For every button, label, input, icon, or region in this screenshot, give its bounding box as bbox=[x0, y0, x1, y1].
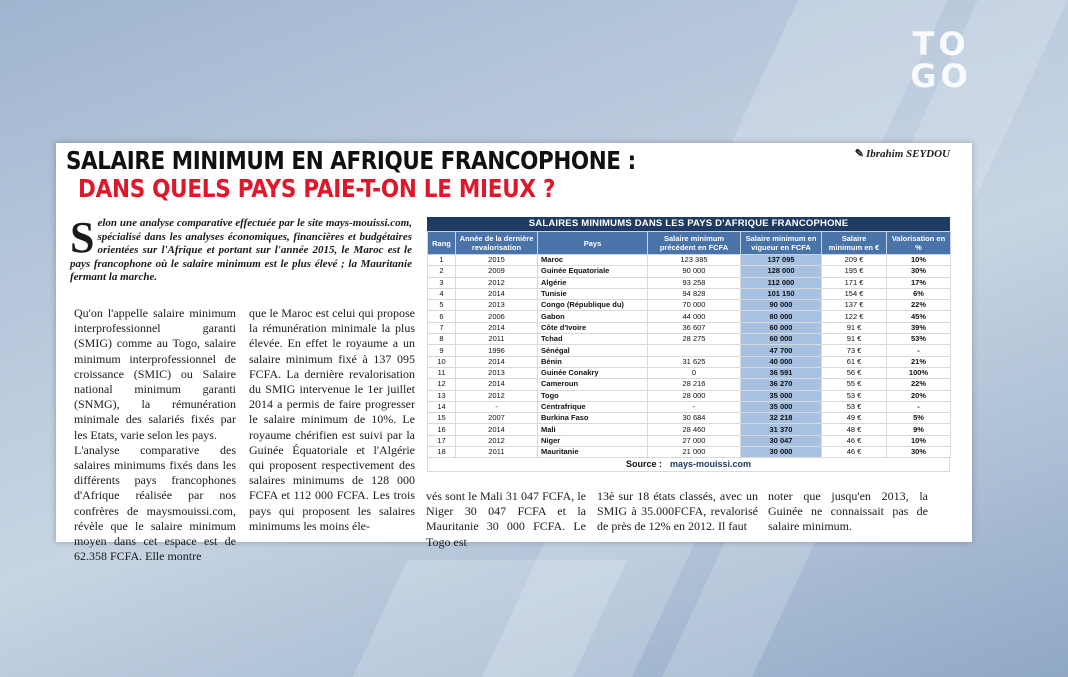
cell-rang: 8 bbox=[428, 334, 456, 345]
cell-salaire-precedent: 70 000 bbox=[648, 300, 741, 311]
cell-pays: Guinée Equatoriale bbox=[538, 266, 648, 277]
cell-annee: 2006 bbox=[456, 311, 538, 322]
cell-salaire-precedent: 94 828 bbox=[648, 288, 741, 299]
header-salaire-euro: Salaire minimum en € bbox=[822, 232, 887, 255]
cell-valorisation: 22% bbox=[887, 379, 951, 390]
cell-salaire-vigueur: 101 150 bbox=[741, 288, 822, 299]
cell-valorisation: 30% bbox=[887, 447, 951, 458]
cell-salaire-euro: 154 € bbox=[822, 288, 887, 299]
cell-salaire-precedent: 28 275 bbox=[648, 334, 741, 345]
cell-annee: 2013 bbox=[456, 300, 538, 311]
cell-rang: 15 bbox=[428, 413, 456, 424]
cell-salaire-euro: 209 € bbox=[822, 255, 887, 266]
table-row bbox=[428, 424, 951, 435]
cell-pays: Tchad bbox=[538, 334, 648, 345]
cell-annee: 2014 bbox=[456, 288, 538, 299]
cell-salaire-vigueur: 36 270 bbox=[741, 379, 822, 390]
cell-rang: 18 bbox=[428, 447, 456, 458]
cell-rang: 13 bbox=[428, 390, 456, 401]
cell-salaire-precedent bbox=[648, 345, 741, 356]
cell-rang: 1 bbox=[428, 255, 456, 266]
cell-salaire-precedent: 28 460 bbox=[648, 424, 741, 435]
table-row bbox=[428, 413, 951, 424]
cell-salaire-euro: 91 € bbox=[822, 334, 887, 345]
cell-salaire-precedent: 36 607 bbox=[648, 322, 741, 333]
cell-rang: 2 bbox=[428, 266, 456, 277]
cell-valorisation: 21% bbox=[887, 356, 951, 367]
cell-valorisation: 10% bbox=[887, 435, 951, 446]
cell-valorisation: 45% bbox=[887, 311, 951, 322]
cell-salaire-precedent: 0 bbox=[648, 367, 741, 378]
table-row bbox=[428, 435, 951, 446]
table-row bbox=[428, 390, 951, 401]
cell-rang: 10 bbox=[428, 356, 456, 367]
salary-table bbox=[427, 217, 950, 472]
cell-salaire-euro: 171 € bbox=[822, 277, 887, 288]
cell-salaire-vigueur: 31 370 bbox=[741, 424, 822, 435]
logo-line-1: TO bbox=[912, 25, 970, 63]
cell-salaire-precedent: 44 000 bbox=[648, 311, 741, 322]
cell-salaire-euro: 48 € bbox=[822, 424, 887, 435]
table-row bbox=[428, 255, 951, 266]
cell-pays: Algérie bbox=[538, 277, 648, 288]
cell-pays: Togo bbox=[538, 390, 648, 401]
cell-salaire-vigueur: 36 591 bbox=[741, 367, 822, 378]
cell-annee: 2012 bbox=[456, 435, 538, 446]
cell-valorisation: 9% bbox=[887, 424, 951, 435]
table-row bbox=[428, 311, 951, 322]
cell-valorisation: 30% bbox=[887, 266, 951, 277]
cell-annee: 2015 bbox=[456, 255, 538, 266]
cell-salaire-vigueur: 90 000 bbox=[741, 300, 822, 311]
lead-paragraph bbox=[70, 213, 412, 285]
cell-salaire-precedent: 90 000 bbox=[648, 266, 741, 277]
cell-salaire-precedent: 31 625 bbox=[648, 356, 741, 367]
cell-pays: Maroc bbox=[538, 255, 648, 266]
cell-salaire-euro: 53 € bbox=[822, 390, 887, 401]
column-1-paragraph-2: L'analyse comparative des salaires minimums fixés dans les différents pays francophones d'Afrique réalisée par nos confrères de maysmouissi.com, révèle que le salaire minimum moyen dans cet espace est de 62.358 FCFA. Elle montre bbox=[74, 442, 236, 564]
header-pays: Pays bbox=[538, 232, 648, 255]
cell-salaire-precedent: 30 684 bbox=[648, 413, 741, 424]
cell-annee: 2012 bbox=[456, 390, 538, 401]
table-body bbox=[428, 255, 951, 458]
cell-rang: 17 bbox=[428, 435, 456, 446]
cell-valorisation: 39% bbox=[887, 322, 951, 333]
article-column-1 bbox=[74, 306, 236, 564]
cell-pays: Mauritanie bbox=[538, 447, 648, 458]
cell-salaire-precedent: 28 216 bbox=[648, 379, 741, 390]
article-column-5: noter que jusqu'en 2013, la Guinée ne connaissait pas de salaire minimum. bbox=[768, 489, 928, 534]
header-salaire-vigueur: Salaire minimum en vigueur en FCFA bbox=[741, 232, 822, 255]
cell-rang: 12 bbox=[428, 379, 456, 390]
cell-rang: 6 bbox=[428, 311, 456, 322]
cell-pays: Centrafrique bbox=[538, 401, 648, 412]
cell-pays: Niger bbox=[538, 435, 648, 446]
table-row bbox=[428, 447, 951, 458]
source-site: mays-mouissi.com bbox=[669, 459, 752, 470]
cell-salaire-precedent: 123 385 bbox=[648, 255, 741, 266]
cell-salaire-euro: 53 € bbox=[822, 401, 887, 412]
cell-salaire-vigueur: 137 095 bbox=[741, 255, 822, 266]
header-valorisation: Valorisation en % bbox=[887, 232, 951, 255]
cell-salaire-precedent: 21 000 bbox=[648, 447, 741, 458]
cell-valorisation: 20% bbox=[887, 390, 951, 401]
table-row bbox=[428, 322, 951, 333]
cell-annee: 2007 bbox=[456, 413, 538, 424]
cell-annee: 2014 bbox=[456, 322, 538, 333]
table-row bbox=[428, 277, 951, 288]
author-byline bbox=[855, 147, 950, 160]
cell-salaire-vigueur: 80 000 bbox=[741, 311, 822, 322]
cell-salaire-euro: 46 € bbox=[822, 447, 887, 458]
cell-salaire-vigueur: 60 000 bbox=[741, 334, 822, 345]
cell-rang: 4 bbox=[428, 288, 456, 299]
cell-salaire-euro: 55 € bbox=[822, 379, 887, 390]
headline-secondary: DANS QUELS PAYS PAIE-T-ON LE MIEUX ? bbox=[78, 174, 556, 203]
table-row bbox=[428, 288, 951, 299]
cell-salaire-vigueur: 128 000 bbox=[741, 266, 822, 277]
table-title: SALAIRES MINIMUMS DANS LES PAYS D'AFRIQUE FRANCOPHONE bbox=[427, 217, 950, 231]
header-rang: Rang bbox=[428, 232, 456, 255]
cell-pays: Gabon bbox=[538, 311, 648, 322]
cell-salaire-precedent: 93 258 bbox=[648, 277, 741, 288]
table-row bbox=[428, 356, 951, 367]
cell-salaire-euro: 137 € bbox=[822, 300, 887, 311]
cell-annee: 2009 bbox=[456, 266, 538, 277]
table-row bbox=[428, 300, 951, 311]
cell-valorisation: 17% bbox=[887, 277, 951, 288]
cell-salaire-euro: 56 € bbox=[822, 367, 887, 378]
article-column-3: vés sont le Mali 31 047 FCFA, le Niger 30 047 FCFA et la Mauritanie 30 000 FCFA. Le Togo est bbox=[426, 489, 586, 549]
table-row bbox=[428, 367, 951, 378]
table-header-row bbox=[428, 232, 951, 255]
cell-salaire-vigueur: 40 000 bbox=[741, 356, 822, 367]
column-1-paragraph-1: Qu'on l'appelle salaire minimum interprofessionnel garanti (SMIG) comme au Togo, salaire minimum interprofessionnel de croissance (SMIC) ou Salaire national minimum garanti (SNMG), la rémunération minimale des salariés fixés par les Etats, varie selon les pays. bbox=[74, 306, 236, 442]
cell-rang: 14 bbox=[428, 401, 456, 412]
togo-logo bbox=[910, 25, 972, 95]
table-row bbox=[428, 266, 951, 277]
cell-valorisation: 6% bbox=[887, 288, 951, 299]
cell-valorisation: 10% bbox=[887, 255, 951, 266]
cell-salaire-euro: 46 € bbox=[822, 435, 887, 446]
headline-primary: SALAIRE MINIMUM EN AFRIQUE FRANCOPHONE : bbox=[66, 146, 636, 175]
cell-salaire-vigueur: 30 000 bbox=[741, 447, 822, 458]
newspaper-clipping bbox=[56, 143, 972, 564]
cell-annee: 2013 bbox=[456, 367, 538, 378]
cell-valorisation: - bbox=[887, 345, 951, 356]
lead-text: elon une analyse comparative effectuée par le site mays-mouissi.com, spécialisé dans les analyses économiques, financières et budgétaires orientées sur l'Afrique et portant sur l'année 2015, le Maroc est le pays francophone où le salaire minimum est le plus élevé ; la Mauritanie fermant la marche. bbox=[70, 217, 412, 284]
cell-salaire-vigueur: 30 047 bbox=[741, 435, 822, 446]
source-label: Source : bbox=[625, 459, 662, 470]
cell-salaire-vigueur: 60 000 bbox=[741, 322, 822, 333]
drop-cap: S bbox=[70, 213, 95, 262]
article-column-2 bbox=[249, 306, 415, 534]
cell-salaire-vigueur: 35 000 bbox=[741, 390, 822, 401]
cell-valorisation: 22% bbox=[887, 300, 951, 311]
cell-annee: 2011 bbox=[456, 334, 538, 345]
cell-rang: 3 bbox=[428, 277, 456, 288]
cell-salaire-vigueur: 35 000 bbox=[741, 401, 822, 412]
cell-rang: 9 bbox=[428, 345, 456, 356]
cell-pays: Congo (République du) bbox=[538, 300, 648, 311]
cell-annee: 2014 bbox=[456, 379, 538, 390]
cell-pays: Burkina Faso bbox=[538, 413, 648, 424]
cell-annee: 2014 bbox=[456, 424, 538, 435]
cell-salaire-euro: 49 € bbox=[822, 413, 887, 424]
cell-valorisation: 100% bbox=[887, 367, 951, 378]
cell-annee: 2014 bbox=[456, 356, 538, 367]
table-row bbox=[428, 401, 951, 412]
cell-annee: - bbox=[456, 401, 538, 412]
cell-pays: Sénégal bbox=[538, 345, 648, 356]
table-row bbox=[428, 345, 951, 356]
cell-rang: 16 bbox=[428, 424, 456, 435]
logo-line-2: GO bbox=[910, 57, 972, 95]
cell-pays: Côte d'Ivoire bbox=[538, 322, 648, 333]
cell-salaire-vigueur: 32 218 bbox=[741, 413, 822, 424]
cell-rang: 11 bbox=[428, 367, 456, 378]
table-source bbox=[427, 458, 950, 472]
header-annee: Année de la dernière revalorisation bbox=[456, 232, 538, 255]
cell-salaire-euro: 61 € bbox=[822, 356, 887, 367]
column-2-paragraph-1: que le Maroc est celui qui propose la rémunération minimale la plus élevée. En effet le royaume a un salaire minimum fixé à 137 095 FCFA. La dernière revalorisation du SMIG intervenue le 1er juillet 2014 a permis de faire progresser le salaire minimum de 10%. Le royaume chérifien est suivi par la Guinée Équatoriale et l'Algérie qui proposent respectivement des salaires minimums de 128 000 FCFA et 112 000 FCFA. Les trois pays qui proposent les salaires minimums les moins éle- bbox=[249, 306, 415, 533]
cell-pays: Guinée Conakry bbox=[538, 367, 648, 378]
cell-salaire-precedent: 28 000 bbox=[648, 390, 741, 401]
cell-salaire-vigueur: 47 700 bbox=[741, 345, 822, 356]
cell-salaire-precedent: 27 000 bbox=[648, 435, 741, 446]
cell-pays: Tunisie bbox=[538, 288, 648, 299]
cell-valorisation: - bbox=[887, 401, 951, 412]
table-row bbox=[428, 334, 951, 345]
cell-pays: Mali bbox=[538, 424, 648, 435]
cell-annee: 1996 bbox=[456, 345, 538, 356]
pen-icon: ✎ bbox=[854, 148, 864, 160]
table-row bbox=[428, 379, 951, 390]
cell-salaire-euro: 73 € bbox=[822, 345, 887, 356]
cell-annee: 2011 bbox=[456, 447, 538, 458]
cell-valorisation: 53% bbox=[887, 334, 951, 345]
cell-salaire-euro: 122 € bbox=[822, 311, 887, 322]
cell-salaire-euro: 91 € bbox=[822, 322, 887, 333]
cell-rang: 7 bbox=[428, 322, 456, 333]
cell-salaire-vigueur: 112 000 bbox=[741, 277, 822, 288]
cell-valorisation: 5% bbox=[887, 413, 951, 424]
author-name: Ibrahim SEYDOU bbox=[865, 148, 950, 160]
cell-pays: Bénin bbox=[538, 356, 648, 367]
article-column-4: 13è sur 18 états classés, avec un SMIG à 35.000FCFA, revalorisé de près de 12% en 2012. Il faut bbox=[597, 489, 758, 534]
cell-salaire-euro: 195 € bbox=[822, 266, 887, 277]
cell-rang: 5 bbox=[428, 300, 456, 311]
cell-salaire-precedent: - bbox=[648, 401, 741, 412]
cell-annee: 2012 bbox=[456, 277, 538, 288]
header-salaire-precedent: Salaire minimum précédent en FCFA bbox=[648, 232, 741, 255]
cell-pays: Cameroun bbox=[538, 379, 648, 390]
